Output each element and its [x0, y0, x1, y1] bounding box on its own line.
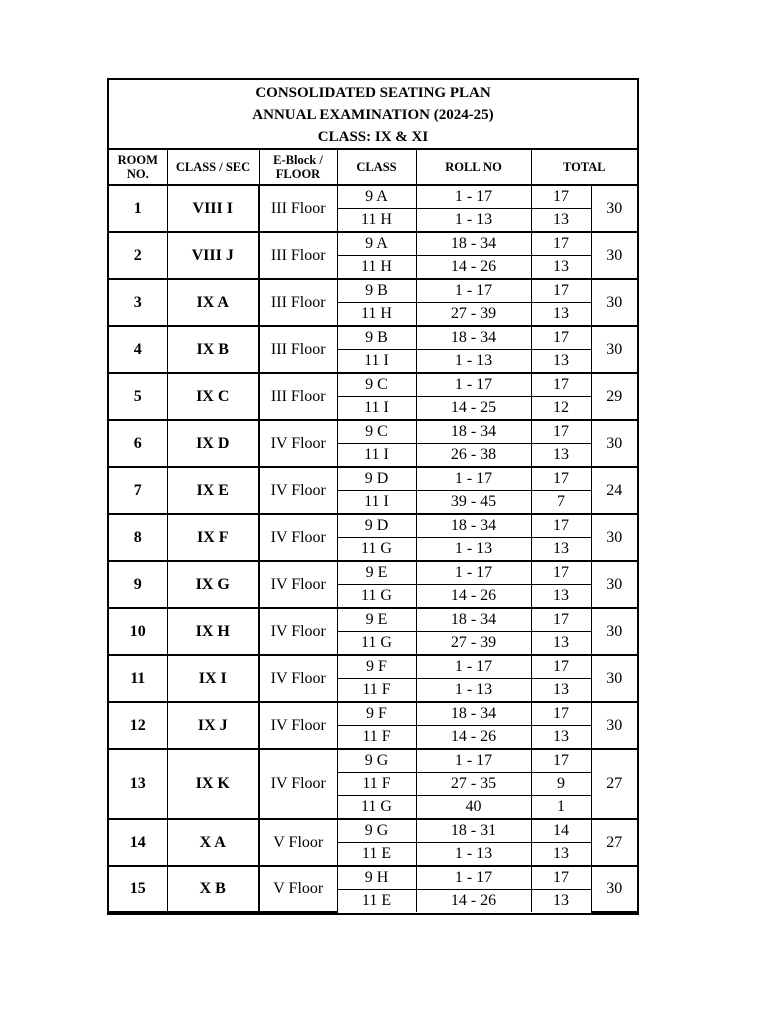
room-number: 15: [109, 866, 167, 912]
class-cell: 9 F: [337, 655, 416, 679]
room-total: 30: [591, 326, 637, 373]
roll-range-cell: 1 - 17: [416, 185, 531, 209]
header-class: CLASS: [337, 150, 416, 185]
roll-range-cell: 14 - 26: [416, 585, 531, 609]
room-class-section: IX A: [167, 279, 259, 326]
student-count-cell: 17: [531, 467, 591, 491]
roll-range-cell: 18 - 34: [416, 232, 531, 256]
class-cell: 11 I: [337, 350, 416, 374]
roll-range-cell: 1 - 17: [416, 279, 531, 303]
class-cell: 9 C: [337, 420, 416, 444]
header-room-no: ROOM NO.: [109, 150, 167, 185]
roll-range-cell: 27 - 39: [416, 303, 531, 327]
room-number: 1: [109, 185, 167, 232]
room-total: 30: [591, 279, 637, 326]
table-row: [109, 326, 637, 350]
room-floor: IV Floor: [259, 655, 337, 702]
student-count-cell: 13: [531, 303, 591, 327]
room-total: 27: [591, 749, 637, 819]
roll-range-cell: 1 - 17: [416, 866, 531, 890]
room-number: 10: [109, 608, 167, 655]
roll-range-cell: 1 - 13: [416, 350, 531, 374]
room-class-section: IX K: [167, 749, 259, 819]
student-count-cell: 17: [531, 561, 591, 585]
class-cell: 11 F: [337, 773, 416, 796]
roll-range-cell: 1 - 13: [416, 538, 531, 562]
class-cell: 9 A: [337, 232, 416, 256]
student-count-cell: 7: [531, 491, 591, 515]
roll-range-cell: 39 - 45: [416, 491, 531, 515]
student-count-cell: 17: [531, 232, 591, 256]
table-row: [109, 279, 637, 303]
table-row: [109, 514, 637, 538]
roll-range-cell: 18 - 31: [416, 819, 531, 843]
room-floor: V Floor: [259, 866, 337, 912]
student-count-cell: 17: [531, 514, 591, 538]
room-class-section: IX G: [167, 561, 259, 608]
class-cell: 11 G: [337, 632, 416, 656]
class-cell: 11 G: [337, 796, 416, 820]
room-number: 8: [109, 514, 167, 561]
room-number: 6: [109, 420, 167, 467]
student-count-cell: 13: [531, 843, 591, 867]
roll-range-cell: 1 - 13: [416, 843, 531, 867]
room-total: 30: [591, 420, 637, 467]
room-class-section: X B: [167, 866, 259, 912]
room-floor: IV Floor: [259, 514, 337, 561]
roll-range-cell: 1 - 17: [416, 655, 531, 679]
table-row: [109, 655, 637, 679]
roll-range-cell: 27 - 39: [416, 632, 531, 656]
class-cell: 11 I: [337, 397, 416, 421]
student-count-cell: 17: [531, 185, 591, 209]
class-cell: 11 F: [337, 726, 416, 750]
room-total: 30: [591, 514, 637, 561]
roll-range-cell: 1 - 13: [416, 679, 531, 703]
student-count-cell: 14: [531, 819, 591, 843]
room-floor: IV Floor: [259, 467, 337, 514]
room-total: 30: [591, 702, 637, 749]
class-cell: 11 E: [337, 843, 416, 867]
table-row: [109, 467, 637, 491]
seating-plan-table: [109, 150, 637, 913]
room-number: 2: [109, 232, 167, 279]
roll-range-cell: 14 - 25: [416, 397, 531, 421]
table-row: [109, 866, 637, 890]
table-row: [109, 819, 637, 843]
class-cell: 11 I: [337, 491, 416, 515]
student-count-cell: 13: [531, 444, 591, 468]
seating-plan-body: [109, 185, 637, 912]
roll-range-cell: 26 - 38: [416, 444, 531, 468]
roll-range-cell: 14 - 26: [416, 890, 531, 913]
room-floor: IV Floor: [259, 608, 337, 655]
class-cell: 9 E: [337, 608, 416, 632]
class-cell: 9 B: [337, 326, 416, 350]
roll-range-cell: 18 - 34: [416, 326, 531, 350]
room-class-section: IX B: [167, 326, 259, 373]
roll-range-cell: 1 - 13: [416, 209, 531, 233]
student-count-cell: 13: [531, 726, 591, 750]
exam-title: ANNUAL EXAMINATION (2024-25): [252, 107, 494, 123]
class-cell: 9 D: [337, 467, 416, 491]
student-count-cell: 17: [531, 702, 591, 726]
header-eblock-floor: E-Block / FLOOR: [259, 150, 337, 185]
room-number: 9: [109, 561, 167, 608]
document-title: CONSOLIDATED SEATING PLAN: [255, 85, 491, 101]
class-cell: 9 C: [337, 373, 416, 397]
class-cell: 9 E: [337, 561, 416, 585]
room-floor: III Floor: [259, 232, 337, 279]
seating-plan-sheet: [107, 78, 639, 915]
room-class-section: IX D: [167, 420, 259, 467]
student-count-cell: 12: [531, 397, 591, 421]
roll-range-cell: 1 - 17: [416, 561, 531, 585]
room-class-section: VIII I: [167, 185, 259, 232]
room-class-section: IX I: [167, 655, 259, 702]
student-count-cell: 17: [531, 749, 591, 773]
student-count-cell: 17: [531, 866, 591, 890]
room-number: 5: [109, 373, 167, 420]
student-count-cell: 13: [531, 890, 591, 913]
room-class-section: VIII J: [167, 232, 259, 279]
roll-range-cell: 18 - 34: [416, 608, 531, 632]
room-floor: III Floor: [259, 326, 337, 373]
room-class-section: IX E: [167, 467, 259, 514]
roll-range-cell: 18 - 34: [416, 702, 531, 726]
class-cell: 9 G: [337, 749, 416, 773]
student-count-cell: 13: [531, 585, 591, 609]
room-total: 30: [591, 232, 637, 279]
room-number: 3: [109, 279, 167, 326]
class-cell: 11 I: [337, 444, 416, 468]
room-total: 24: [591, 467, 637, 514]
class-cell: 11 H: [337, 256, 416, 280]
room-class-section: IX F: [167, 514, 259, 561]
student-count-cell: 13: [531, 632, 591, 656]
table-row: [109, 185, 637, 209]
class-cell: 9 D: [337, 514, 416, 538]
header-roll-no: ROLL NO: [416, 150, 531, 185]
class-title: CLASS: IX & XI: [317, 129, 429, 145]
room-floor: V Floor: [259, 819, 337, 866]
class-cell: 11 E: [337, 890, 416, 913]
room-class-section: X A: [167, 819, 259, 866]
roll-range-cell: 14 - 26: [416, 256, 531, 280]
room-floor: IV Floor: [259, 749, 337, 819]
student-count-cell: 17: [531, 420, 591, 444]
class-cell: 11 G: [337, 585, 416, 609]
room-number: 11: [109, 655, 167, 702]
student-count-cell: 17: [531, 373, 591, 397]
roll-range-cell: 40: [416, 796, 531, 820]
room-class-section: IX C: [167, 373, 259, 420]
room-floor: III Floor: [259, 279, 337, 326]
header-class-sec: CLASS / SEC: [167, 150, 259, 185]
student-count-cell: 1: [531, 796, 591, 820]
room-number: 4: [109, 326, 167, 373]
title-block: [109, 80, 637, 150]
table-row: [109, 373, 637, 397]
student-count-cell: 13: [531, 256, 591, 280]
class-cell: 9 B: [337, 279, 416, 303]
room-total: 30: [591, 655, 637, 702]
student-count-cell: 13: [531, 350, 591, 374]
room-total: 29: [591, 373, 637, 420]
room-total: 30: [591, 608, 637, 655]
header-row: [109, 150, 637, 185]
room-total: 30: [591, 561, 637, 608]
student-count-cell: 9: [531, 773, 591, 796]
student-count-cell: 13: [531, 209, 591, 233]
room-total: 27: [591, 819, 637, 866]
room-floor: III Floor: [259, 373, 337, 420]
room-number: 13: [109, 749, 167, 819]
room-class-section: IX H: [167, 608, 259, 655]
room-number: 12: [109, 702, 167, 749]
student-count-cell: 13: [531, 538, 591, 562]
table-row: [109, 420, 637, 444]
roll-range-cell: 18 - 34: [416, 420, 531, 444]
table-row: [109, 232, 637, 256]
room-number: 7: [109, 467, 167, 514]
room-total: 30: [591, 185, 637, 232]
roll-range-cell: 18 - 34: [416, 514, 531, 538]
roll-range-cell: 1 - 17: [416, 749, 531, 773]
room-floor: III Floor: [259, 185, 337, 232]
header-total: TOTAL: [531, 150, 637, 185]
class-cell: 9 F: [337, 702, 416, 726]
table-row: [109, 702, 637, 726]
room-floor: IV Floor: [259, 702, 337, 749]
class-cell: 9 A: [337, 185, 416, 209]
student-count-cell: 17: [531, 655, 591, 679]
room-class-section: IX J: [167, 702, 259, 749]
class-cell: 11 H: [337, 209, 416, 233]
student-count-cell: 17: [531, 326, 591, 350]
room-total: 30: [591, 866, 637, 912]
class-cell: 9 G: [337, 819, 416, 843]
student-count-cell: 13: [531, 679, 591, 703]
room-floor: IV Floor: [259, 420, 337, 467]
roll-range-cell: 1 - 17: [416, 467, 531, 491]
table-row: [109, 561, 637, 585]
student-count-cell: 17: [531, 279, 591, 303]
class-cell: 9 H: [337, 866, 416, 890]
student-count-cell: 17: [531, 608, 591, 632]
table-row: [109, 608, 637, 632]
class-cell: 11 H: [337, 303, 416, 327]
table-row: [109, 749, 637, 773]
class-cell: 11 F: [337, 679, 416, 703]
room-number: 14: [109, 819, 167, 866]
roll-range-cell: 1 - 17: [416, 373, 531, 397]
class-cell: 11 G: [337, 538, 416, 562]
roll-range-cell: 27 - 35: [416, 773, 531, 796]
room-floor: IV Floor: [259, 561, 337, 608]
roll-range-cell: 14 - 26: [416, 726, 531, 750]
